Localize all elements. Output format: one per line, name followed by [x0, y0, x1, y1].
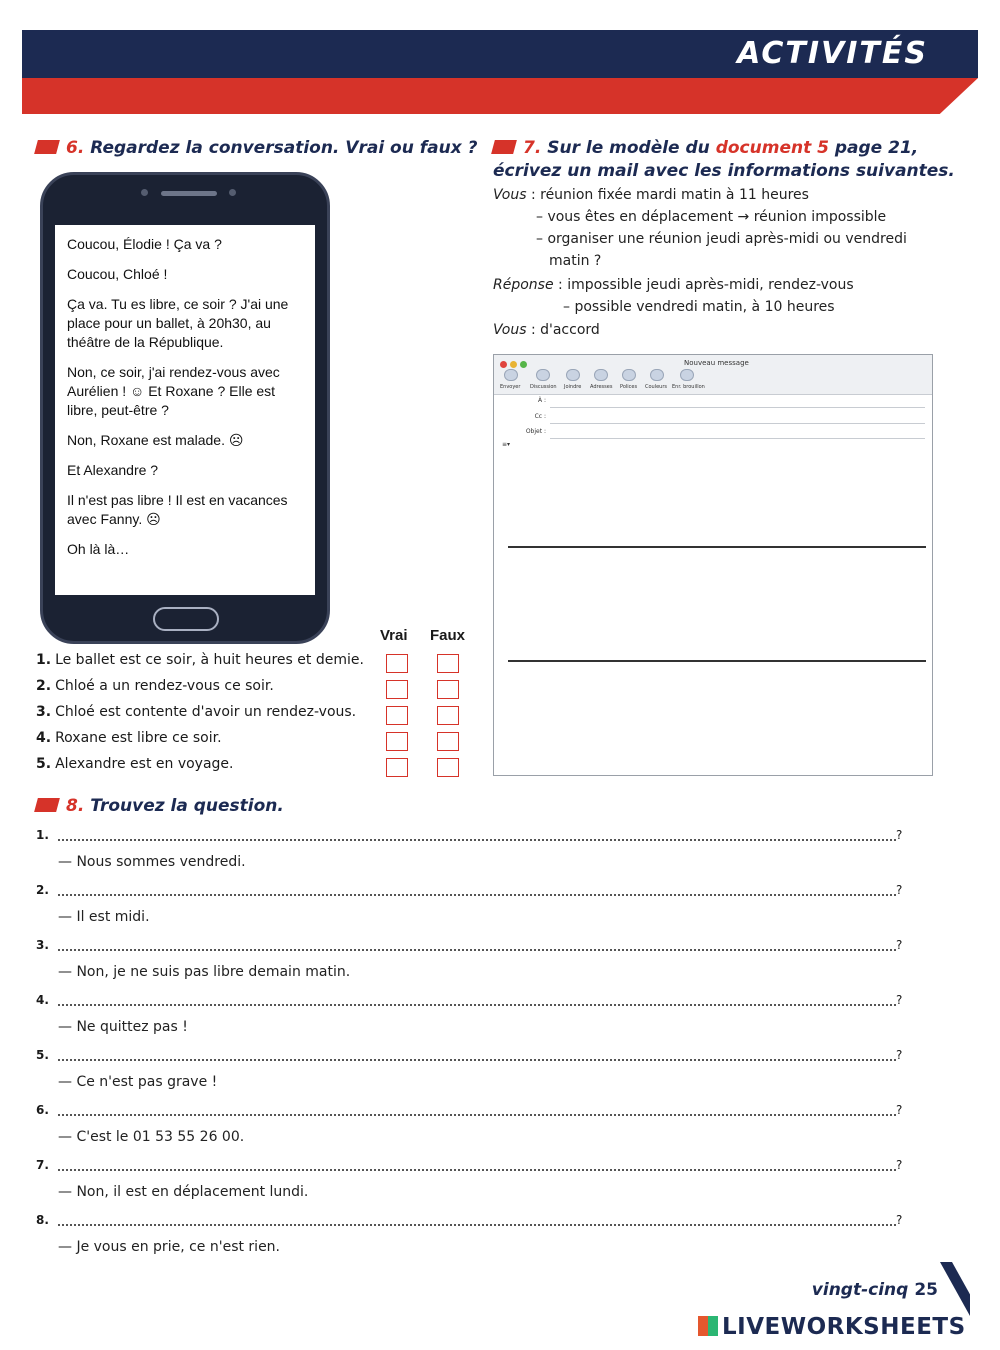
statement-row: [36, 756, 476, 782]
toolbar-label: Discussion: [530, 384, 557, 390]
page-reference: page 21,: [834, 138, 919, 158]
question-number: 3.: [36, 938, 49, 952]
statement-number: 4.: [36, 730, 52, 746]
section6-number: 6.: [66, 138, 85, 158]
faux-checkbox[interactable]: [437, 706, 459, 725]
page-number-digits: 25: [914, 1280, 938, 1300]
cc-field[interactable]: [550, 423, 925, 424]
section8-heading: [36, 796, 284, 816]
chat-message: Il n'est pas libre ! Il est en vacances avec Fanny. ☹: [67, 492, 288, 527]
statement-text: Roxane est libre ce soir.: [55, 730, 222, 746]
question-answer-line[interactable]: [58, 1224, 896, 1226]
close-window-icon[interactable]: [500, 361, 507, 368]
reponse-item: – possible vendredi matin, à 10 heures: [563, 299, 835, 315]
chat-message: Non, ce soir, j'ai rendez-vous avec Aurélien ! ☺ Et Roxane ? Elle est libre, peut-être ?: [67, 364, 280, 418]
toolbar-label: Adresses: [590, 384, 613, 390]
info-item-continued: matin ?: [549, 253, 602, 269]
question-mark: ?: [896, 993, 903, 1007]
statement-number: 5.: [36, 756, 52, 772]
section-marker-icon: [491, 140, 517, 154]
statement-text: Alexandre est en voyage.: [55, 756, 234, 772]
chat-message: Non, Roxane est malade. ☹: [67, 432, 244, 448]
response-text: — C'est le 01 53 55 26 00.: [58, 1129, 245, 1145]
response-text: — Non, il est en déplacement lundi.: [58, 1184, 309, 1200]
fonts-icon[interactable]: [622, 369, 636, 381]
statement-text: Le ballet est ce soir, à huit heures et demie.: [55, 652, 364, 668]
toolbar-label: Envoyer: [500, 384, 521, 390]
vrai-checkbox[interactable]: [386, 706, 408, 725]
header-banner: [22, 30, 978, 120]
to-field[interactable]: [550, 407, 925, 408]
question-answer-line[interactable]: [58, 949, 896, 951]
column-faux-header: Faux: [430, 627, 466, 644]
statement-number: 1.: [36, 652, 52, 668]
statement-row: [36, 652, 476, 678]
response-text: — Ce n'est pas grave !: [58, 1074, 218, 1090]
statement-row: [36, 730, 476, 756]
phone-sensor-icon: [229, 189, 236, 196]
toolbar-label: Enr. brouillon: [672, 384, 705, 390]
chat-icon[interactable]: [536, 369, 550, 381]
vous-label: Vous: [493, 322, 527, 338]
vrai-checkbox[interactable]: [386, 680, 408, 699]
question-number: 8.: [36, 1213, 49, 1227]
page-corner-decoration: [940, 1262, 970, 1316]
cc-label: Cc :: [534, 413, 546, 420]
question-number: 5.: [36, 1048, 49, 1062]
section7-heading-line2: écrivez un mail avec les informations suivantes.: [493, 161, 955, 181]
response-text: — Ne quittez pas !: [58, 1019, 188, 1035]
vous-text: : réunion fixée mardi matin à 11 heures: [530, 187, 809, 203]
phone-screen: [55, 225, 315, 595]
section6-heading-text: Regardez la conversation. Vrai ou faux ?: [90, 138, 478, 158]
question-mark: ?: [896, 828, 903, 842]
section7-heading: [493, 138, 918, 158]
question-answer-line[interactable]: [58, 1004, 896, 1006]
writing-line: [508, 660, 926, 662]
response-text: — Nous sommes vendredi.: [58, 854, 246, 870]
page-number: [812, 1280, 938, 1300]
statement-row: [36, 678, 476, 704]
question-mark: ?: [896, 938, 903, 952]
vous-label: Vous: [493, 187, 527, 203]
toolbar-label: Polices: [620, 384, 638, 390]
vous-line: [493, 184, 809, 206]
mail-toolbar: [494, 355, 932, 395]
vrai-checkbox[interactable]: [386, 732, 408, 751]
mail-window-title: Nouveau message: [684, 359, 749, 367]
logo-text: LIVEWORKSHEETS: [722, 1314, 966, 1340]
vous-line-2: [493, 319, 600, 341]
page-number-word: vingt-cinq: [811, 1280, 909, 1300]
save-draft-icon[interactable]: [680, 369, 694, 381]
colors-icon[interactable]: [650, 369, 664, 381]
chat-message: Et Alexandre ?: [67, 462, 159, 478]
statement-text: Chloé a un rendez-vous ce soir.: [55, 678, 274, 694]
section7-heading-text: Sur le modèle du: [547, 138, 710, 158]
send-icon[interactable]: [504, 369, 518, 381]
chat-message: Ça va. Tu es libre, ce soir ? J'ai une place pour un ballet, à 20h30, au théâtre de la République.: [67, 296, 289, 350]
vrai-checkbox[interactable]: [386, 758, 408, 777]
address-book-icon[interactable]: [594, 369, 608, 381]
chat-message: Coucou, Élodie ! Ça va ?: [67, 236, 222, 252]
faux-checkbox[interactable]: [437, 758, 459, 777]
question-mark: ?: [896, 1048, 903, 1062]
phone-home-button: [153, 607, 219, 631]
section8-heading-text: Trouvez la question.: [90, 796, 284, 816]
section8-number: 8.: [66, 796, 85, 816]
to-label: À :: [537, 397, 546, 404]
statement-number: 3.: [36, 704, 52, 720]
attach-icon[interactable]: [566, 369, 580, 381]
response-text: — Il est midi.: [58, 909, 150, 925]
section-marker-icon: [34, 140, 60, 154]
question-number: 7.: [36, 1158, 49, 1172]
subject-label: Objet :: [525, 428, 546, 435]
statement-text: Chloé est contente d'avoir un rendez-vous.: [55, 704, 357, 720]
column-vrai-header: Vrai: [380, 627, 408, 644]
info-item: – vous êtes en déplacement → réunion impossible: [536, 209, 887, 225]
question-number: 6.: [36, 1103, 49, 1117]
question-mark: ?: [896, 1213, 903, 1227]
phone-speaker: [161, 191, 217, 196]
document-reference: document 5: [715, 138, 829, 158]
statement-number: 2.: [36, 678, 52, 694]
question-answer-line[interactable]: [58, 839, 896, 841]
toolbar-label: Joindre: [564, 384, 582, 390]
section6-heading: [36, 138, 477, 158]
banner-red-band: [22, 78, 978, 114]
vous-text: : d'accord: [530, 322, 600, 338]
question-answer-line[interactable]: [58, 1059, 896, 1061]
question-answer-line[interactable]: [58, 1169, 896, 1171]
chat-message: Coucou, Chloé !: [67, 266, 168, 282]
chat-message: Oh là là…: [67, 541, 130, 557]
section-marker-icon: [34, 798, 60, 812]
mail-window: [493, 354, 933, 776]
section7-number: 7.: [523, 138, 542, 158]
question-answer-line[interactable]: [58, 894, 896, 896]
reponse-text: : impossible jeudi après-midi, rendez-vous: [558, 277, 854, 293]
subject-field[interactable]: [550, 438, 925, 439]
question-number: 4.: [36, 993, 49, 1007]
question-mark: ?: [896, 883, 903, 897]
faux-checkbox[interactable]: [437, 680, 459, 699]
question-number: 1.: [36, 828, 49, 842]
response-text: — Non, je ne suis pas libre demain matin.: [58, 964, 351, 980]
phone-camera-icon: [141, 189, 148, 196]
question-number: 2.: [36, 883, 49, 897]
faux-checkbox[interactable]: [437, 654, 459, 673]
reponse-label: Réponse: [493, 277, 554, 293]
reponse-line: [493, 274, 854, 296]
maximize-window-icon[interactable]: [520, 361, 527, 368]
minimize-window-icon[interactable]: [510, 361, 517, 368]
question-mark: ?: [896, 1158, 903, 1172]
format-menu-icon[interactable]: ≡▾: [501, 441, 510, 448]
statement-row: [36, 704, 476, 730]
phone-illustration: [40, 172, 330, 644]
writing-line: [508, 546, 926, 548]
liveworksheets-logo: [698, 1314, 966, 1340]
toolbar-label: Couleurs: [645, 384, 668, 390]
question-mark: ?: [896, 1103, 903, 1117]
vrai-checkbox[interactable]: [386, 654, 408, 673]
logo-icon: [698, 1316, 718, 1336]
info-item: – organiser une réunion jeudi après-midi ou vendredi: [536, 231, 907, 247]
faux-checkbox[interactable]: [437, 732, 459, 751]
response-text: — Je vous en prie, ce n'est rien.: [58, 1239, 281, 1255]
question-answer-line[interactable]: [58, 1114, 896, 1116]
page-title: ACTIVITÉS: [737, 36, 928, 71]
